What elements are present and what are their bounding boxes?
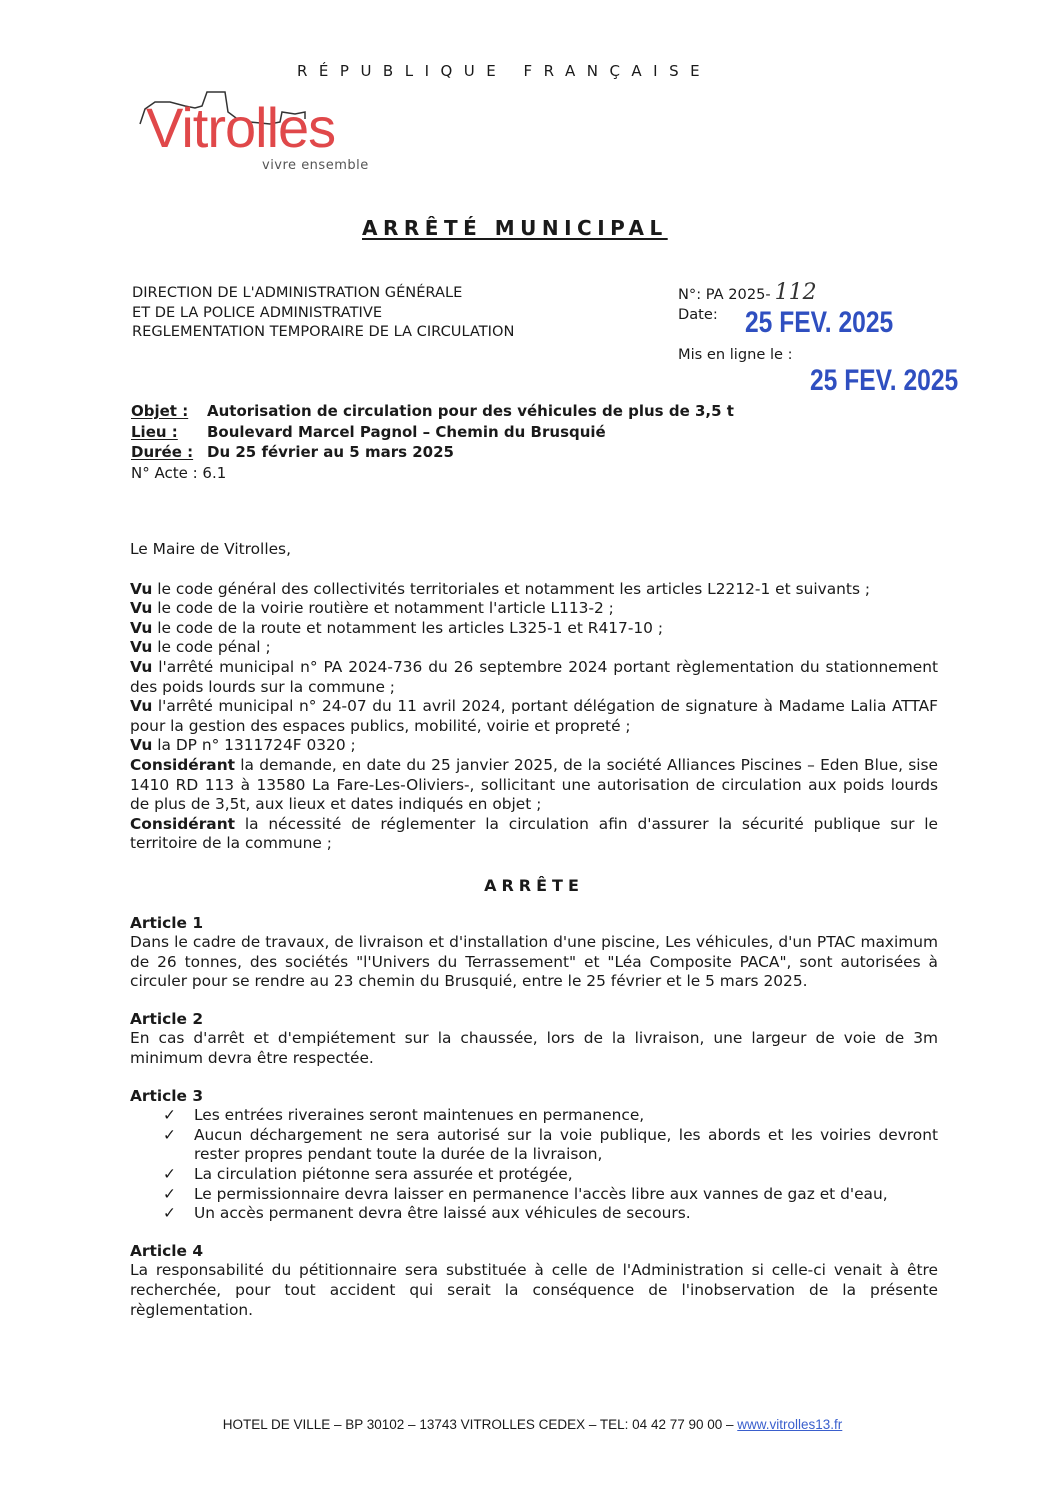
logo-tagline: vivre ensemble <box>262 158 369 173</box>
acte-number: N° Acte : 6.1 <box>131 463 227 482</box>
preamble-item: Vu l'arrêté municipal n° 24-07 du 11 avril 2024, portant délégation de signature à Madame Lalia ATTAF pour la gestion des espaces publics, mobilité, voirie et propreté ; <box>130 697 938 735</box>
article-text: La responsabilité du pétitionnaire sera substituée à celle de l'Administration si celle-ci venait à être recherchée, pour tout accident qui serait la conséquence de l'inobservation de la présente règlementation. <box>130 1261 938 1319</box>
preamble-item: Considérant la demande, en date du 25 janvier 2025, de la société Alliances Piscines – Eden Blue, sise 1410 RD 113 à 13580 La Fare-Les-Oliviers-, sollicitant une autorisation de circulation aux poids lourds de plus de 3,5t, aux lieux et dates indiqués en objet ; <box>130 755 938 814</box>
check-icon: ✓ <box>163 1204 176 1223</box>
vitrolles-logo <box>130 84 390 179</box>
list-item: ✓ Aucun déchargement ne sera autorisé sur la voie publique, les abords et les voiries devront rester propres pendant toute la durée de la livraison, <box>163 1125 938 1164</box>
number-label: N°: PA 2025- <box>678 286 771 303</box>
check-icon: ✓ <box>163 1184 176 1203</box>
article-4 <box>130 1242 938 1320</box>
objet-label: Objet : <box>131 402 189 420</box>
article-title: Article 3 <box>130 1086 204 1105</box>
online-date-stamp: 25 FEV. 2025 <box>810 364 959 397</box>
arrete-heading: ARRÊTE <box>484 875 584 895</box>
preamble-item: Vu le code de la route et notamment les articles L325-1 et R417-10 ; <box>130 618 664 637</box>
article-title: Article 2 <box>130 1009 204 1028</box>
article-text: En cas d'arrêt et d'empiétement sur la chaussée, lors de la livraison, une largeur de voie de 3m minimum devra être respectée. <box>130 1029 938 1068</box>
direction-line: REGLEMENTATION TEMPORAIRE DE LA CIRCULATION <box>132 323 515 340</box>
logo-wordmark: Vitrolles <box>146 96 336 159</box>
article-3 <box>130 1087 938 1224</box>
handwritten-number: 112 <box>774 280 817 305</box>
objet-value: Autorisation de circulation pour des véhicules de plus de 3,5 t <box>207 402 734 420</box>
duree-label: Durée : <box>131 443 194 461</box>
lieu-value: Boulevard Marcel Pagnol – Chemin du Brusquié <box>207 422 606 441</box>
date-label: Date: <box>678 305 718 323</box>
date-stamp: 25 FEV. 2025 <box>745 306 894 339</box>
duree-value: Du 25 février au 5 mars 2025 <box>207 443 454 461</box>
footer <box>0 1417 1058 1432</box>
subject-block <box>131 401 734 483</box>
article-text: Dans le cadre de travaux, de livraison et d'installation d'une piscine, Les véhicules, d'un PTAC maximum de 26 tonnes, des sociétés "l'Univers du Terrassement" et "Léa Composite PACA", sont autorisées à circuler pour se rendre au 23 chemin du Brusquié, entre le 25 février et le 5 mars 2025. <box>130 933 938 991</box>
list-item: ✓ Les entrées riveraines seront maintenues en permanence, <box>163 1106 645 1125</box>
list-item: ✓ Un accès permanent devra être laissé aux véhicules de secours. <box>163 1204 691 1223</box>
article-2 <box>130 1010 938 1069</box>
check-icon: ✓ <box>163 1125 176 1144</box>
check-icon: ✓ <box>163 1165 176 1184</box>
preamble-item: Considérant la nécessité de réglementer la circulation afin d'assurer la sécurité publique sur le territoire de la commune ; <box>130 814 938 853</box>
article-1 <box>130 914 938 992</box>
preamble-item: Vu l'arrêté municipal n° PA 2024-736 du 26 septembre 2024 portant règlementation du stationnement des poids lourds sur la commune ; <box>130 657 938 696</box>
preamble-item: Vu la DP n° 1311724F 0320 ; <box>130 736 356 755</box>
preamble <box>130 580 938 854</box>
salutation: Le Maire de Vitrolles, <box>130 540 291 558</box>
document-title: ARRÊTÉ MUNICIPAL <box>362 216 668 240</box>
direction-line: ET DE LA POLICE ADMINISTRATIVE <box>132 303 383 321</box>
online-label: Mis en ligne le : <box>678 346 793 363</box>
article-title: Article 4 <box>130 1241 204 1260</box>
lieu-label: Lieu : <box>131 422 178 441</box>
article-title: Article 1 <box>130 913 204 932</box>
list-item: ✓ Le permissionnaire devra laisser en permanence l'accès libre aux vannes de gaz et d'eau, <box>163 1184 888 1203</box>
document-body <box>130 540 938 1338</box>
direction-line: DIRECTION DE L'ADMINISTRATION GÉNÉRALE <box>132 284 463 301</box>
preamble-item: Vu le code général des collectivités territoriales et notamment les articles L2212-1 et suivants ; <box>130 579 871 598</box>
preamble-item: Vu le code de la voirie routière et notamment l'article L113-2 ; <box>130 599 614 618</box>
preamble-item: Vu le code pénal ; <box>130 638 271 657</box>
website-link[interactable]: www.vitrolles13.fr <box>737 1417 843 1432</box>
republique-francaise-heading: RÉPUBLIQUE FRANÇAISE <box>297 62 712 80</box>
issuing-direction <box>132 283 514 342</box>
check-icon: ✓ <box>163 1106 176 1125</box>
footer-address: HOTEL DE VILLE – BP 30102 – 13743 VITROLLES CEDEX – TEL: 04 42 77 90 00 – <box>222 1417 738 1432</box>
list-item: ✓ La circulation piétonne sera assurée et protégée, <box>163 1165 573 1184</box>
